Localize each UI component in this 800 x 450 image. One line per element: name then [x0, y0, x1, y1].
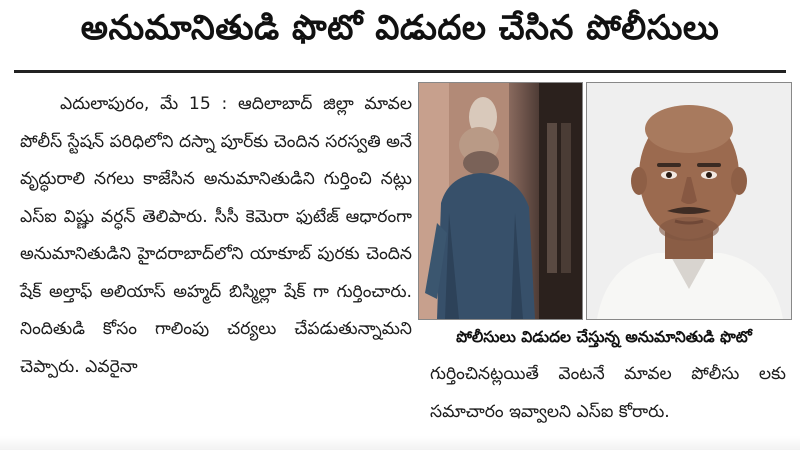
cctv-photo-image	[419, 83, 582, 319]
cctv-photo	[418, 82, 583, 320]
side-text: గుర్తించినట్లయితే వెంటనే మావల పోలీసు లకు సమాచారం ఇవ్వాలని ఎస్ఐ కోరారు.	[430, 364, 786, 422]
article-body: ఎదులాపురం, మే 15 : ఆదిలాబాద్ జిల్లా మావల పోలీస్ స్టేషన్ పరిధిలోని దస్నా పూర్‌కు చెందిన సరస్వతి అనే వృద్ధురాలి నగలు కాజేసిన అనుమానితుడిని గుర్తించి నట్లు ఎస్ఐ విష్ణు వర్ధన్ తెలిపారు. సీసీ కెమెరా ఫుటేజ్ ఆధారంగా అనుమానితుడిని హైదరాబాద్‌లోని యాకూబ్ పురకు చెందిన షేక్ అల్తాఫ్ అలియాస్ అహ్మద్ బిస్మిల్లా షేక్ గా గుర్తించారు. నిందితుడి కోసం గాలింపు చర్యలు చేపడుతున్నామని చెప్పారు. ఎవరైనా	[20, 94, 412, 377]
photo-panel	[418, 82, 790, 320]
suspect-portrait-image	[587, 83, 791, 319]
side-text-column	[430, 356, 786, 431]
headline: అనుమానితుడి ఫొటో విడుదల చేసిన పోలీసులు	[80, 8, 720, 48]
article-body-column	[20, 86, 412, 446]
page-fold-shadow	[0, 436, 800, 450]
headline-rule	[14, 70, 786, 73]
suspect-portrait	[586, 82, 792, 320]
photo-caption: పోలీసులు విడుదల చేస్తున్న అనుమానితుడి ఫొటో	[418, 322, 790, 352]
